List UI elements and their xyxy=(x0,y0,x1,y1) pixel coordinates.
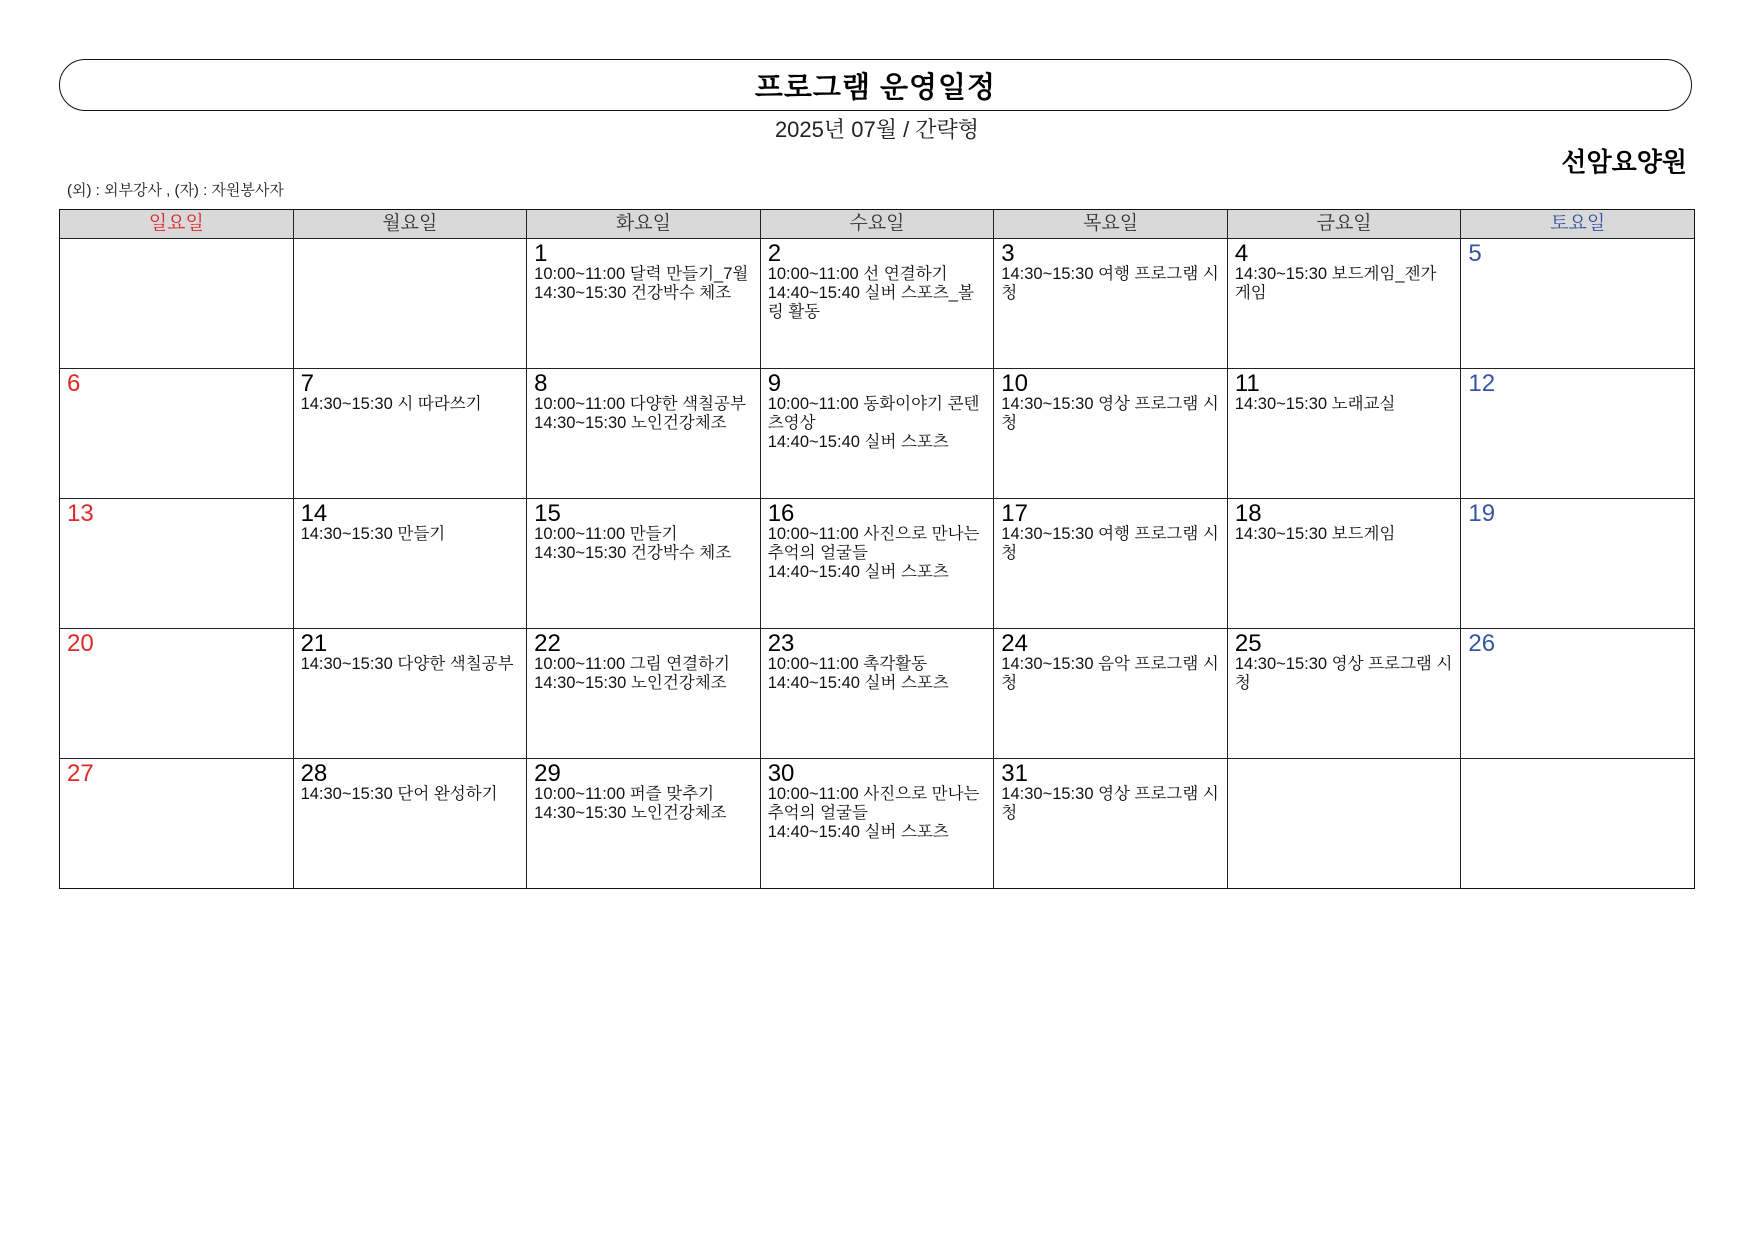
event-item xyxy=(768,284,990,322)
day-cell-30 xyxy=(761,759,994,888)
day-cell-4 xyxy=(1228,239,1461,368)
event-title: 노인건강체조 xyxy=(630,804,727,822)
event-title: 노래교실 xyxy=(1331,395,1396,413)
event-title: 실버 스포츠 xyxy=(864,823,949,841)
event-item xyxy=(301,525,523,544)
day-cell-5 xyxy=(1461,239,1694,368)
event-title: 여행 프로그램 시청 xyxy=(1001,265,1219,302)
day-number: 14 xyxy=(300,500,328,527)
day-cell-29 xyxy=(527,759,760,888)
day-cell-8 xyxy=(527,369,760,498)
empty-day-cell xyxy=(1228,759,1461,888)
day-number: 25 xyxy=(1234,630,1262,657)
day-cell-15 xyxy=(527,499,760,628)
event-item xyxy=(1001,785,1223,823)
event-item xyxy=(534,674,756,693)
day-number: 10 xyxy=(1001,370,1028,397)
day-number: 29 xyxy=(534,760,561,787)
event-time: 14:30~15:30 xyxy=(300,525,393,543)
empty-day-cell xyxy=(60,239,293,368)
event-time: 10:00~11:00 xyxy=(534,785,626,803)
event-title: 건강박수 체조 xyxy=(630,544,732,562)
event-title: 만들기 xyxy=(629,525,678,543)
event-time: 14:30~15:30 xyxy=(300,395,393,413)
event-item xyxy=(534,284,756,303)
event-time: 14:30~15:30 xyxy=(534,544,627,562)
event-title: 영상 프로그램 시청 xyxy=(1001,785,1219,822)
day-cell-22 xyxy=(527,629,760,758)
day-number: 1 xyxy=(534,240,548,267)
event-item xyxy=(1235,655,1457,693)
event-item xyxy=(1001,655,1223,693)
event-title: 사진으로 만나는 추억의 얼굴들 xyxy=(767,525,980,562)
event-time: 10:00~11:00 xyxy=(767,265,859,283)
event-title: 실버 스포츠 xyxy=(864,674,949,692)
event-title: 보드게임_젠가 게임 xyxy=(1234,265,1437,302)
event-title: 촉각활동 xyxy=(863,655,928,673)
day-number: 16 xyxy=(767,500,795,527)
event-time: 14:40~15:40 xyxy=(767,563,860,581)
day-cell-3 xyxy=(994,239,1227,368)
event-time: 14:40~15:40 xyxy=(767,433,860,451)
event-item xyxy=(768,785,990,823)
event-time: 14:40~15:40 xyxy=(767,823,860,841)
day-number: 23 xyxy=(767,630,795,657)
event-time: 14:30~15:30 xyxy=(300,655,393,673)
event-item xyxy=(1235,395,1457,414)
event-time: 14:30~15:30 xyxy=(1001,785,1094,803)
day-number: 12 xyxy=(1468,370,1496,397)
event-time: 14:30~15:30 xyxy=(534,674,627,692)
event-item xyxy=(768,563,990,582)
event-title: 달력 만들기_7월 xyxy=(629,265,749,283)
event-item xyxy=(301,655,523,674)
event-item xyxy=(534,395,756,414)
day-number: 3 xyxy=(1001,240,1015,267)
day-number: 6 xyxy=(67,370,81,397)
day-cell-18 xyxy=(1228,499,1461,628)
event-time: 14:40~15:40 xyxy=(767,284,860,302)
event-title: 노인건강체조 xyxy=(630,414,727,432)
day-cell-10 xyxy=(994,369,1227,498)
day-cell-9 xyxy=(761,369,994,498)
event-time: 14:30~15:30 xyxy=(1001,265,1094,283)
event-title: 보드게임 xyxy=(1331,525,1396,543)
day-number: 9 xyxy=(767,370,782,397)
event-title: 영상 프로그램 시청 xyxy=(1001,395,1219,432)
event-title: 선 연결하기 xyxy=(863,265,948,283)
day-cell-23 xyxy=(761,629,994,758)
day-cell-13 xyxy=(60,499,293,628)
event-title: 여행 프로그램 시청 xyxy=(1001,525,1219,562)
day-cell-12 xyxy=(1461,369,1694,498)
day-number: 31 xyxy=(1001,760,1028,787)
event-time: 10:00~11:00 xyxy=(767,785,859,803)
event-time: 14:30~15:30 xyxy=(1234,395,1328,413)
empty-day-cell xyxy=(294,239,527,368)
event-time: 10:00~11:00 xyxy=(767,395,859,413)
event-item xyxy=(534,414,756,433)
day-number: 21 xyxy=(300,630,328,657)
title-box xyxy=(59,59,1692,111)
event-title: 퍼즐 맞추기 xyxy=(629,785,715,803)
day-number: 26 xyxy=(1468,630,1496,657)
event-time: 10:00~11:00 xyxy=(767,655,859,673)
event-time: 14:30~15:30 xyxy=(1234,265,1328,283)
day-cell-31 xyxy=(994,759,1227,888)
day-cell-25 xyxy=(1228,629,1461,758)
event-item xyxy=(768,265,990,284)
day-cell-6 xyxy=(60,369,293,498)
event-item xyxy=(768,395,990,433)
day-number: 30 xyxy=(767,760,795,787)
event-item xyxy=(301,785,523,804)
day-cell-27 xyxy=(60,759,293,888)
event-title: 단어 완성하기 xyxy=(397,785,498,803)
event-item xyxy=(768,823,990,842)
event-item xyxy=(534,804,756,823)
weekday-header-wednesday: 수요일 xyxy=(761,210,994,238)
event-time: 14:30~15:30 xyxy=(300,785,393,803)
event-time: 14:30~15:30 xyxy=(1001,395,1094,413)
event-item xyxy=(768,525,990,563)
day-number: 4 xyxy=(1234,240,1249,267)
day-cell-11 xyxy=(1228,369,1461,498)
event-time: 10:00~11:00 xyxy=(534,395,626,413)
empty-day-cell xyxy=(1461,759,1694,888)
event-time: 14:30~15:30 xyxy=(1001,525,1094,543)
day-number: 18 xyxy=(1234,500,1262,527)
day-cell-2 xyxy=(761,239,994,368)
day-number: 7 xyxy=(300,370,314,397)
event-item xyxy=(301,395,523,414)
day-cell-14 xyxy=(294,499,527,628)
weekday-header-sunday: 일요일 xyxy=(60,210,293,238)
weekday-header-thursday: 목요일 xyxy=(994,210,1227,238)
day-number: 20 xyxy=(67,630,94,657)
facility-name: 선암요양원 xyxy=(1561,147,1687,177)
event-time: 14:30~15:30 xyxy=(534,284,627,302)
event-time: 14:30~15:30 xyxy=(1234,525,1328,543)
event-item xyxy=(1001,525,1223,563)
event-title: 다양한 색칠공부 xyxy=(397,655,514,673)
weekday-header-saturday: 토요일 xyxy=(1461,210,1694,238)
day-number: 11 xyxy=(1234,370,1260,397)
day-cell-19 xyxy=(1461,499,1694,628)
day-number: 19 xyxy=(1468,500,1496,527)
day-number: 27 xyxy=(67,760,94,787)
day-cell-20 xyxy=(60,629,293,758)
event-title: 그림 연결하기 xyxy=(629,655,730,673)
event-item xyxy=(1001,395,1223,433)
event-title: 영상 프로그램 시청 xyxy=(1234,655,1453,692)
day-number: 15 xyxy=(534,500,561,527)
day-cell-1 xyxy=(527,239,760,368)
event-title: 실버 스포츠 xyxy=(864,563,949,581)
calendar-grid xyxy=(59,209,1695,889)
day-cell-16 xyxy=(761,499,994,628)
event-item xyxy=(534,544,756,563)
event-time: 14:30~15:30 xyxy=(534,804,627,822)
page-subtitle: 2025년 07월 / 간략형 xyxy=(774,117,980,142)
event-item xyxy=(534,265,756,284)
day-cell-17 xyxy=(994,499,1227,628)
event-title: 실버 스포츠_볼링 활동 xyxy=(767,284,974,321)
legend-note: (외) : 외부강사 , (자) : 자원봉사자 xyxy=(67,182,284,199)
event-item xyxy=(768,433,990,452)
day-cell-28 xyxy=(294,759,527,888)
event-time: 10:00~11:00 xyxy=(534,655,626,673)
event-title: 사진으로 만나는 추억의 얼굴들 xyxy=(767,785,980,822)
day-cell-7 xyxy=(294,369,527,498)
event-item xyxy=(1235,265,1457,303)
event-time: 14:30~15:30 xyxy=(1234,655,1328,673)
event-title: 동화이야기 콘텐츠영상 xyxy=(767,395,980,432)
day-number: 24 xyxy=(1001,630,1028,657)
event-time: 10:00~11:00 xyxy=(767,525,859,543)
event-title: 만들기 xyxy=(397,525,446,543)
day-number: 8 xyxy=(534,370,548,397)
event-item xyxy=(1001,265,1223,303)
day-cell-26 xyxy=(1461,629,1694,758)
event-time: 14:30~15:30 xyxy=(534,414,627,432)
event-time: 10:00~11:00 xyxy=(534,525,626,543)
day-cell-24 xyxy=(994,629,1227,758)
event-title: 건강박수 체조 xyxy=(630,284,732,302)
weekday-header-tuesday: 화요일 xyxy=(527,210,760,238)
event-title: 노인건강체조 xyxy=(630,674,727,692)
day-number: 17 xyxy=(1001,500,1028,527)
event-title: 음악 프로그램 시청 xyxy=(1001,655,1219,692)
event-item xyxy=(534,785,756,804)
day-cell-21 xyxy=(294,629,527,758)
day-number: 5 xyxy=(1468,240,1482,267)
event-item xyxy=(768,655,990,674)
day-number: 28 xyxy=(300,760,328,787)
event-title: 실버 스포츠 xyxy=(864,433,949,451)
day-number: 22 xyxy=(534,630,561,657)
page-title: 프로그램 운영일정 xyxy=(754,71,997,104)
day-number: 13 xyxy=(67,500,94,527)
event-item xyxy=(534,655,756,674)
day-number: 2 xyxy=(767,240,782,267)
weekday-header-friday: 금요일 xyxy=(1228,210,1461,238)
event-title: 다양한 색칠공부 xyxy=(629,395,746,413)
event-time: 14:30~15:30 xyxy=(1001,655,1094,673)
weekday-header-monday: 월요일 xyxy=(294,210,527,238)
event-time: 14:40~15:40 xyxy=(767,674,860,692)
event-item xyxy=(768,674,990,693)
event-item xyxy=(1235,525,1457,544)
event-item xyxy=(534,525,756,544)
event-title: 시 따라쓰기 xyxy=(397,395,482,413)
event-time: 10:00~11:00 xyxy=(534,265,626,283)
